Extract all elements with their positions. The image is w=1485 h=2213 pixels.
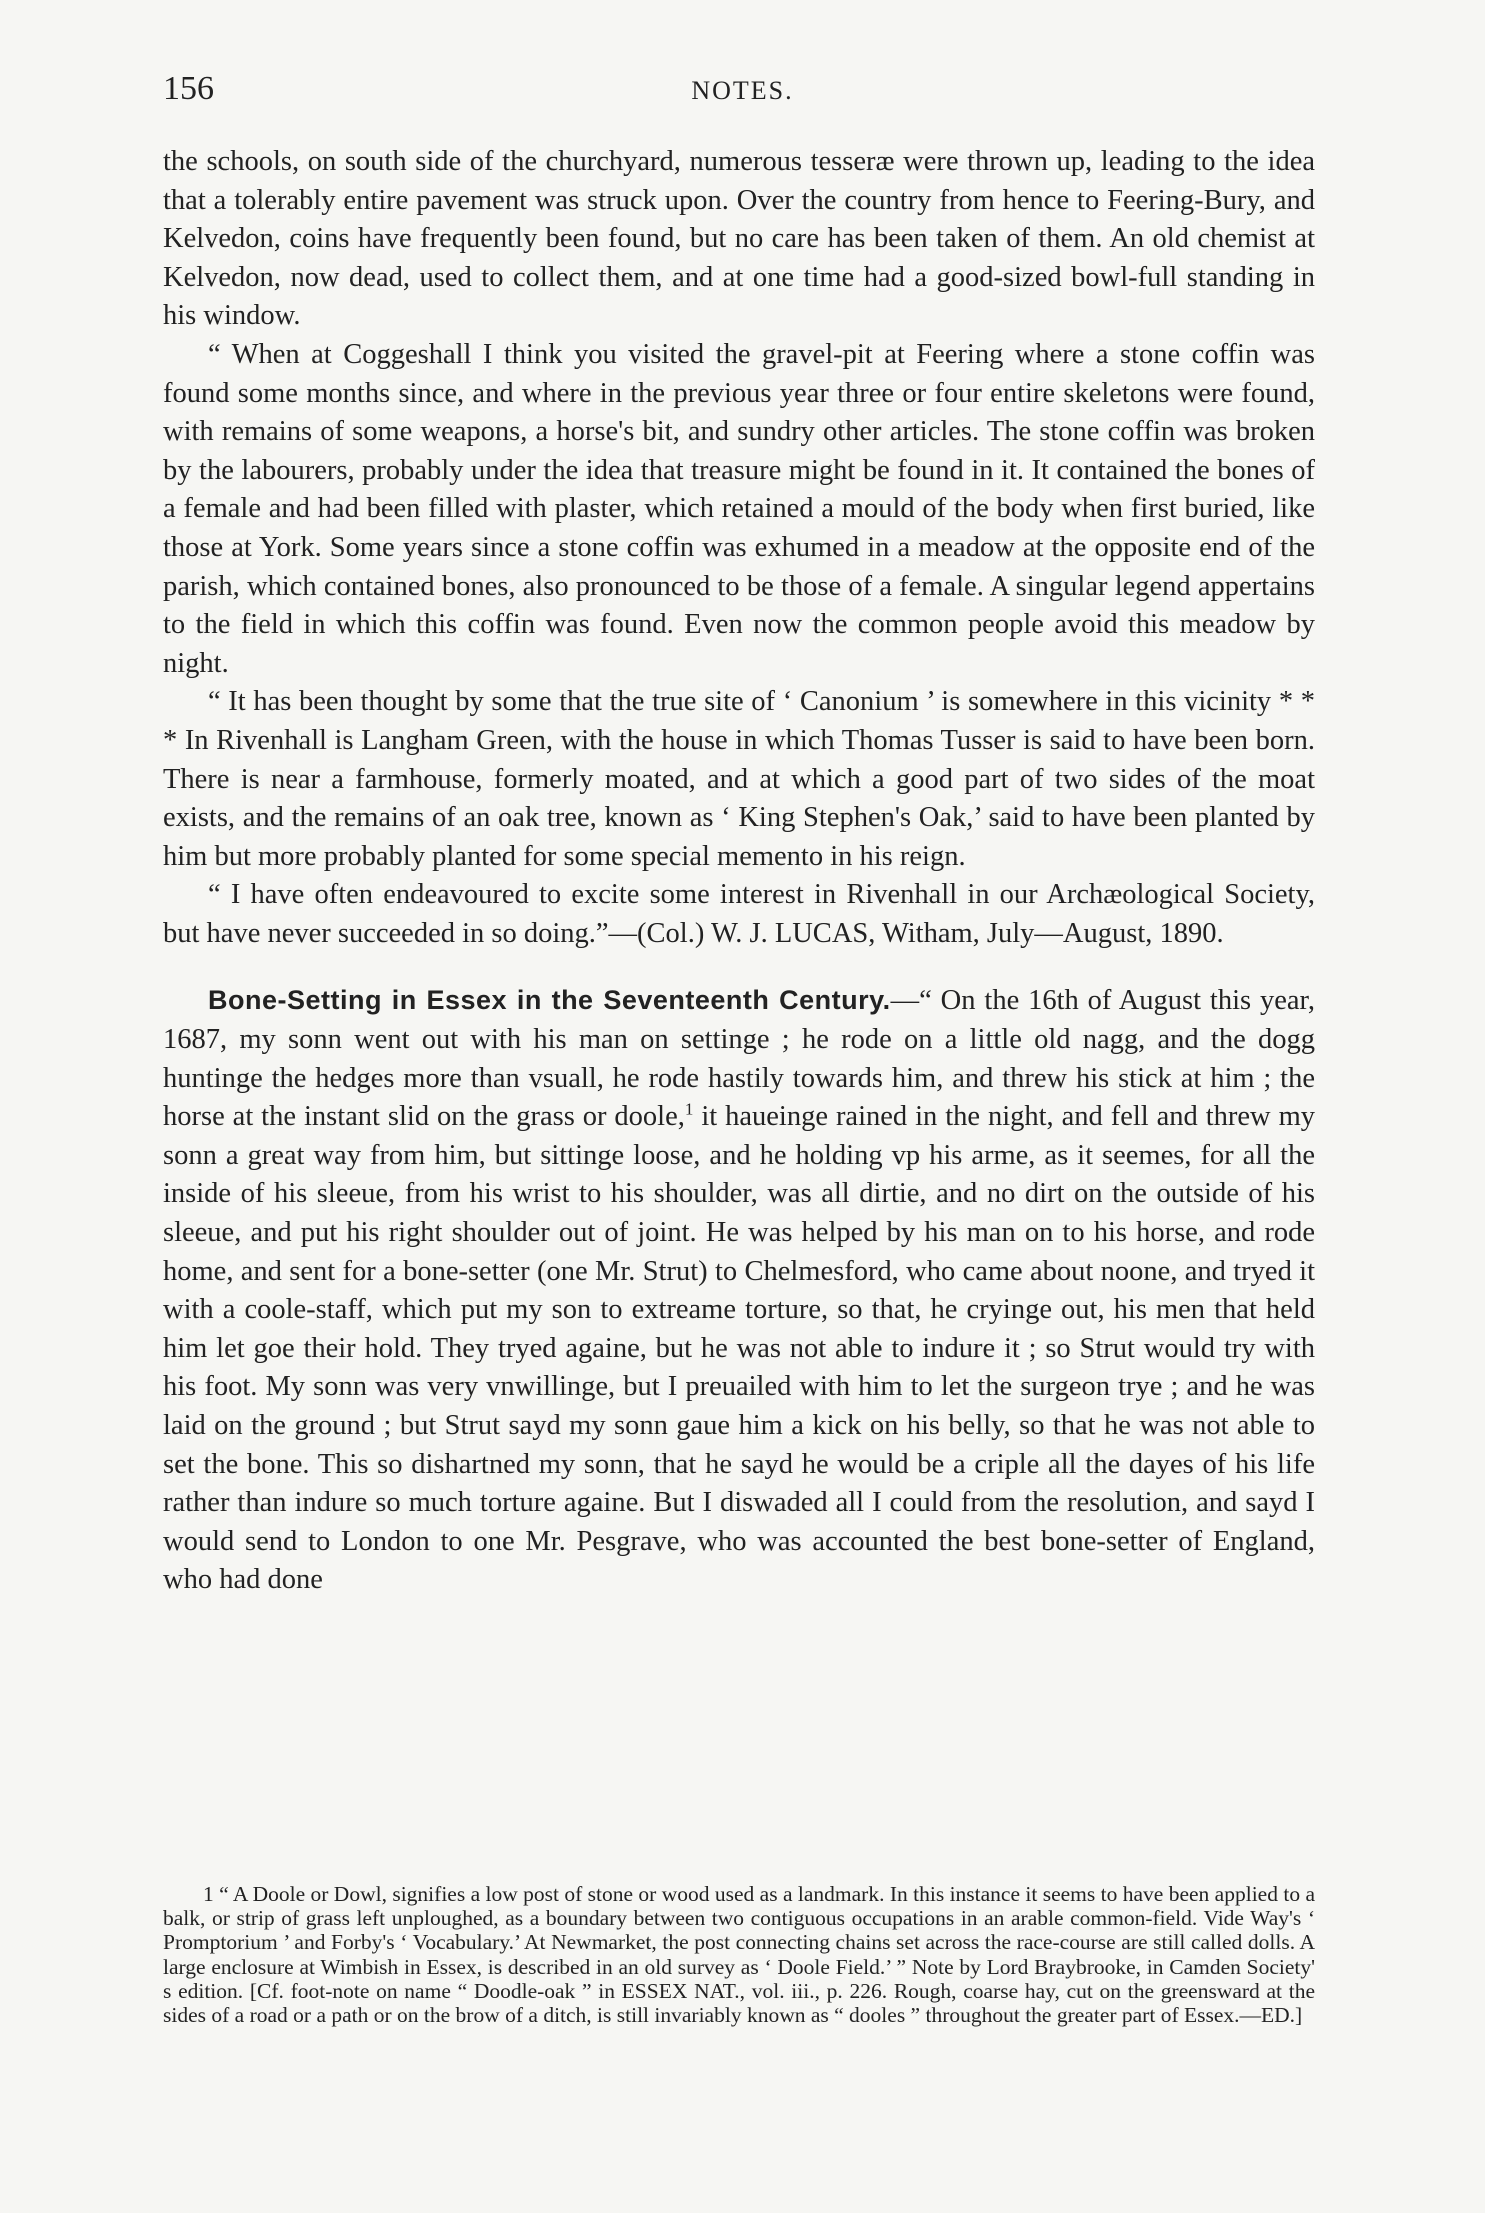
section-text-start: —“ On the 16th of August this year, 1687, my sonn went out with his man on settinge ; he rode on a little old nagg, and the dogg huntinge the hedges more than vsuall, he rode hastily towards him, and threw his stick at him ; the horse at the instant slid on the grass or doole, bbox=[163, 985, 1315, 1133]
paragraph-coggeshall: “ When at Coggeshall I think you visited the gravel-pit at Feering where a stone coffin was found some months since, and where in the previous year three or four entire skeletons were found, with remains of some weapons, a horse's bit, and sundry other articles. The stone coffin was broken by the labourers, probably under the idea that treasure might be found in it. It contained the bones of a female and had been filled with plaster, which retained a mould of the body when first buried, like those at York. Some years since a stone coffin was exhumed in a meadow at the opposite end of the parish, which contained bones, also pronounced to be those of a female. A singular legend appertains to the field in which this coffin was found. Even now the common people avoid this meadow by night. bbox=[163, 338, 1315, 679]
footnote-reference: 1 bbox=[684, 1099, 694, 1119]
paragraph-continued: the schools, on south side of the churchyard, numerous tesseræ were thrown up, leading to the idea that a tolerably entire pavement was struck upon. Over the country from hence to Feering-Bury, and Kelvedon, coins have frequently been found, but no care has been taken of them. An old chemist at Kelvedon, now dead, used to collect them, and at one time had a good-sized bowl-full standing in his window. bbox=[163, 146, 1315, 332]
page-header bbox=[163, 70, 1322, 114]
section-bone-setting bbox=[163, 981, 1315, 1600]
paragraph-archaeological-society: “ I have often endeavoured to excite some interest in Rivenhall in our Archæological Society, but have never succeeded in so doing.”—(Col.) W. J. LUCAS, Witham, July—August, 1890. bbox=[163, 879, 1315, 949]
section-text-rest: it haueinge rained in the night, and fell and threw my sonn a great way from him, but sittinge loose, and he holding vp his arme, as it seemes, for all the inside of his sleeue, from his wrist to his shoulder, was all dirtie, and no dirt on the outside of his sleeue, and put his right shoulder out of joint. He was helped by his man on to his horse, and rode home, and sent for a bone-setter (one Mr. Strut) to Chelmesford, who came about noone, and tryed it with a coole-staff, which put my son to extreame torture, so that, he cryinge out, his men that held him let goe their hold. They tryed againe, but he was not able to indure it ; so Strut would try with his foot. My sonn was very vnwillinge, but I preuailed with him to let the surgeon trye ; and he was laid on the ground ; but Strut sayd my sonn gaue him a kick on his belly, so that he was not able to set the bone. This so dishartned my sonn, that he sayd he would be a criple all the dayes of his life rather than indure so much torture againe. But I diswaded all I could from the resolution, and sayd I would send to London to one Mr. Pesgrave, who was accounted the best bone-setter of England, who had done bbox=[163, 1101, 1315, 1596]
section-heading: Bone-Setting in Essex in the Seventeenth Century. bbox=[208, 985, 891, 1016]
footnote bbox=[163, 1882, 1315, 2027]
page-number: 156 bbox=[163, 70, 214, 107]
paragraph-canonium: “ It has been thought by some that the true site of ‘ Canonium ’ is somewhere in this vicinity * * * In Rivenhall is Langham Green, with the house in which Thomas Tusser is said to have been born. There is near a farmhouse, formerly moated, and at which a good part of two sides of the moat exists, and the remains of an oak tree, known as ‘ King Stephen's Oak,’ said to have been planted by him but more probably planted for some special memento in his reign. bbox=[163, 686, 1315, 872]
body-text bbox=[163, 143, 1315, 1600]
running-head: NOTES. bbox=[691, 76, 794, 105]
footnote-marker: 1 bbox=[203, 1882, 214, 1906]
footnote-text: “ A Doole or Dowl, signifies a low post of stone or wood used as a landmark. In this instance it seems to have been applied to a balk, or strip of grass left unploughed, as a boundary between two contiguous occupations in an arable common-field. Vide Way's ‘ Promptorium ’ and Forby's ‘ Vocabulary.’ At Newmarket, the post connecting chains set across the race-course are still called dolls. A large enclosure at Wimbish in Essex, is described in an old survey as ‘ Doole Field.’ ” Note by Lord Braybrooke, in Camden Society' s edition. [Cf. foot-note on name “ Doodle-oak ” in ESSEX NAT., vol. iii., p. 226. Rough, coarse hay, cut on the greensward at the sides of a road or a path or on the brow of a ditch, is still invariably known as “ dooles ” throughout the greater part of Essex.—ED.] bbox=[163, 1882, 1315, 2028]
footnotes bbox=[163, 1882, 1315, 2027]
